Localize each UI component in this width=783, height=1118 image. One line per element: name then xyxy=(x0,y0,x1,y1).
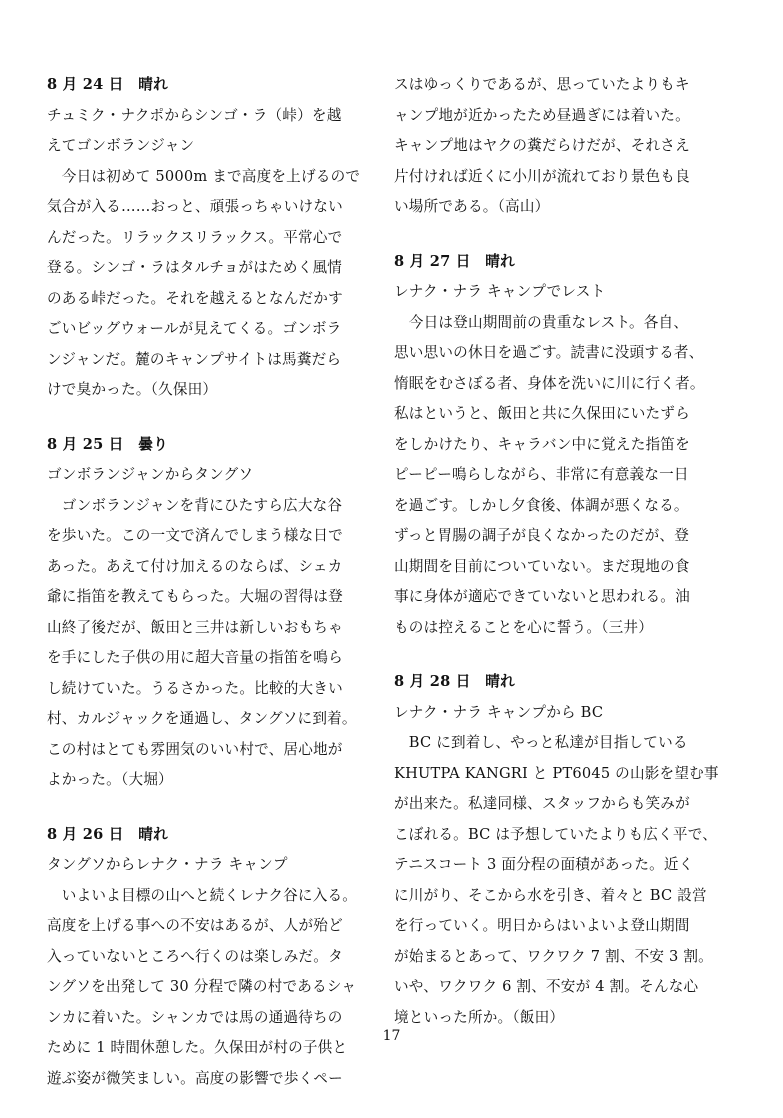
text-line: ゴンボランジャンを背にひたすら広大な谷 xyxy=(47,496,343,514)
entry-date: 8 月 28 日 晴れ xyxy=(394,673,515,690)
text-line: よかった。（大堀） xyxy=(47,771,173,788)
text-line: い場所である。（高山） xyxy=(394,198,550,215)
text-line: レナク・ナラ キャンプでレスト xyxy=(394,283,606,300)
diary-entry xyxy=(394,667,724,1033)
diary-entry xyxy=(394,247,724,644)
text-line: ャンプ地が近かったため昼過ぎには着いた。 xyxy=(394,106,690,124)
text-line: ンカに着いた。シャンカでは馬の通過待ちの xyxy=(47,1008,343,1026)
left-column xyxy=(47,70,377,1118)
text-line: ごいビッグウォールが見えてくる。ゴンボラ xyxy=(47,320,342,337)
diary-entry xyxy=(47,70,377,406)
text-line: ずっと胃腸の調子が良くなかったのだが、登 xyxy=(394,527,690,544)
text-line: が出来た。私達同様、スタッフからも笑みが xyxy=(394,795,690,812)
text-line: が始まるとあって、ワクワク 7 割、不安 3 割。 xyxy=(394,947,713,965)
text-line: えてゴンボランジャン xyxy=(47,137,195,154)
diary-entry xyxy=(394,70,724,223)
text-line: ピーピー鳴らしながら、非常に有意義な一日 xyxy=(394,466,689,483)
text-line: キャンプ地はヤクの糞だらけだが、それさえ xyxy=(394,137,690,154)
diary-entry xyxy=(47,820,377,1095)
text-line: チュミク・ナクポからシンゴ・ラ（峠）を越 xyxy=(47,106,342,124)
text-line: この村はとても雰囲気のいい村で、居心地が xyxy=(47,740,343,758)
text-line: BC に到着し、やっと私達が目指している xyxy=(394,734,688,751)
text-line: を過ごす。しかし夕食後、体調が悪くなる。 xyxy=(394,496,689,514)
text-line: 入っていないところへ行くのは楽しみだ。タ xyxy=(47,947,343,965)
text-line: 事に身体が適応できていないと思われる。油 xyxy=(394,588,690,605)
text-line: を歩いた。この一文で済んでしまう様な日で xyxy=(47,527,343,544)
text-line: 山終了後だが、飯田と三井は新しいおもちゃ xyxy=(47,618,343,636)
text-line: 登る。シンゴ・ラはタルチョがはためく風情 xyxy=(47,259,343,276)
right-column xyxy=(394,70,724,1057)
text-line: し続けていた。うるさかった。比較的大きい xyxy=(47,679,343,697)
text-line: 惰眠をむさぼる者、身体を洗いに川に行く者。 xyxy=(394,374,705,392)
text-line: をしかけたり、キャラバン中に覚えた指笛を xyxy=(394,435,690,453)
entry-date: 8 月 25 日 曇り xyxy=(47,435,168,453)
text-line: あった。あえて付け加えるのならば、シェカ xyxy=(47,557,343,575)
text-line: のある峠だった。それを越えるとなんだかす xyxy=(47,289,343,307)
text-line: 爺に指笛を教えてもらった。大堀の習得は登 xyxy=(47,588,343,605)
text-line: ンジャンだ。麓のキャンプサイトは馬糞だら xyxy=(47,350,342,368)
entry-date: 8 月 24 日 晴れ xyxy=(47,76,168,93)
text-line: 気合が入る……おっと、頑張っちゃいけない xyxy=(47,198,343,215)
text-line: レナク・ナラ キャンプから BC xyxy=(394,703,604,721)
text-line: 私はというと、飯田と共に久保田にいたずら xyxy=(394,405,690,422)
text-line: 高度を上げる事への不安はあるが、人が殆ど xyxy=(47,917,343,934)
text-line: ために 1 時間休憩した。久保田が村の子供と xyxy=(47,1039,348,1056)
text-line: 片付ければ近くに小川が流れており景色も良 xyxy=(394,167,690,185)
text-line: 山期間を目前についていない。まだ現地の食 xyxy=(394,557,690,575)
text-line: テニスコート 3 面分程の面積があった。近く xyxy=(394,856,694,873)
text-line: タングソからレナク・ナラ キャンプ xyxy=(47,856,288,873)
text-line: を行っていく。明日からはいよいよ登山期間 xyxy=(394,917,690,934)
text-line: けで臭かった。（久保田） xyxy=(47,381,218,398)
entry-date: 8 月 27 日 晴れ xyxy=(394,252,515,270)
entry-date: 8 月 26 日 晴れ xyxy=(47,825,168,843)
text-line: ゴンボランジャンからタングソ xyxy=(47,466,254,483)
text-line: ングソを出発して 30 分程で隣の村であるシャ xyxy=(47,978,357,995)
text-line: 今日は登山期間前の貴重なレスト。各自、 xyxy=(394,313,689,331)
text-line: 今日は初めて 5000m まで高度を上げるので xyxy=(47,167,361,185)
text-line: んだった。リラックスリラックス。平常心で xyxy=(47,228,343,246)
text-line: こぼれる。BC は予想していたよりも広く平で、 xyxy=(394,825,717,843)
text-line: 遊ぶ姿が微笑ましい。高度の影響で歩くペー xyxy=(47,1069,343,1087)
text-line: に川がり、そこから水を引き、着々と BC 設営 xyxy=(394,886,707,904)
text-line: 思い思いの休日を過ごす。読書に没頭する者、 xyxy=(394,344,704,361)
text-line: いや、ワクワク 6 割、不安が 4 割。そんな心 xyxy=(394,978,699,995)
text-line: を手にした子供の用に超大音量の指笛を鳴ら xyxy=(47,649,343,666)
text-line: 境といった所か。（飯田） xyxy=(394,1008,565,1026)
text-line: ものは控えることを心に誓う。（三井） xyxy=(394,618,653,636)
text-line: いよいよ目標の山へと続くレナク谷に入る。 xyxy=(47,886,358,904)
text-line: KHUTPA KANGRI と PT6045 の山影を望む事 xyxy=(394,764,719,782)
text-line: 村、カルジャックを通過し、タングソに到着。 xyxy=(47,710,357,727)
text-line: スはゆっくりであるが、思っていたよりもキ xyxy=(394,76,690,93)
diary-entry xyxy=(47,430,377,796)
page-number: 17 xyxy=(382,1028,401,1044)
